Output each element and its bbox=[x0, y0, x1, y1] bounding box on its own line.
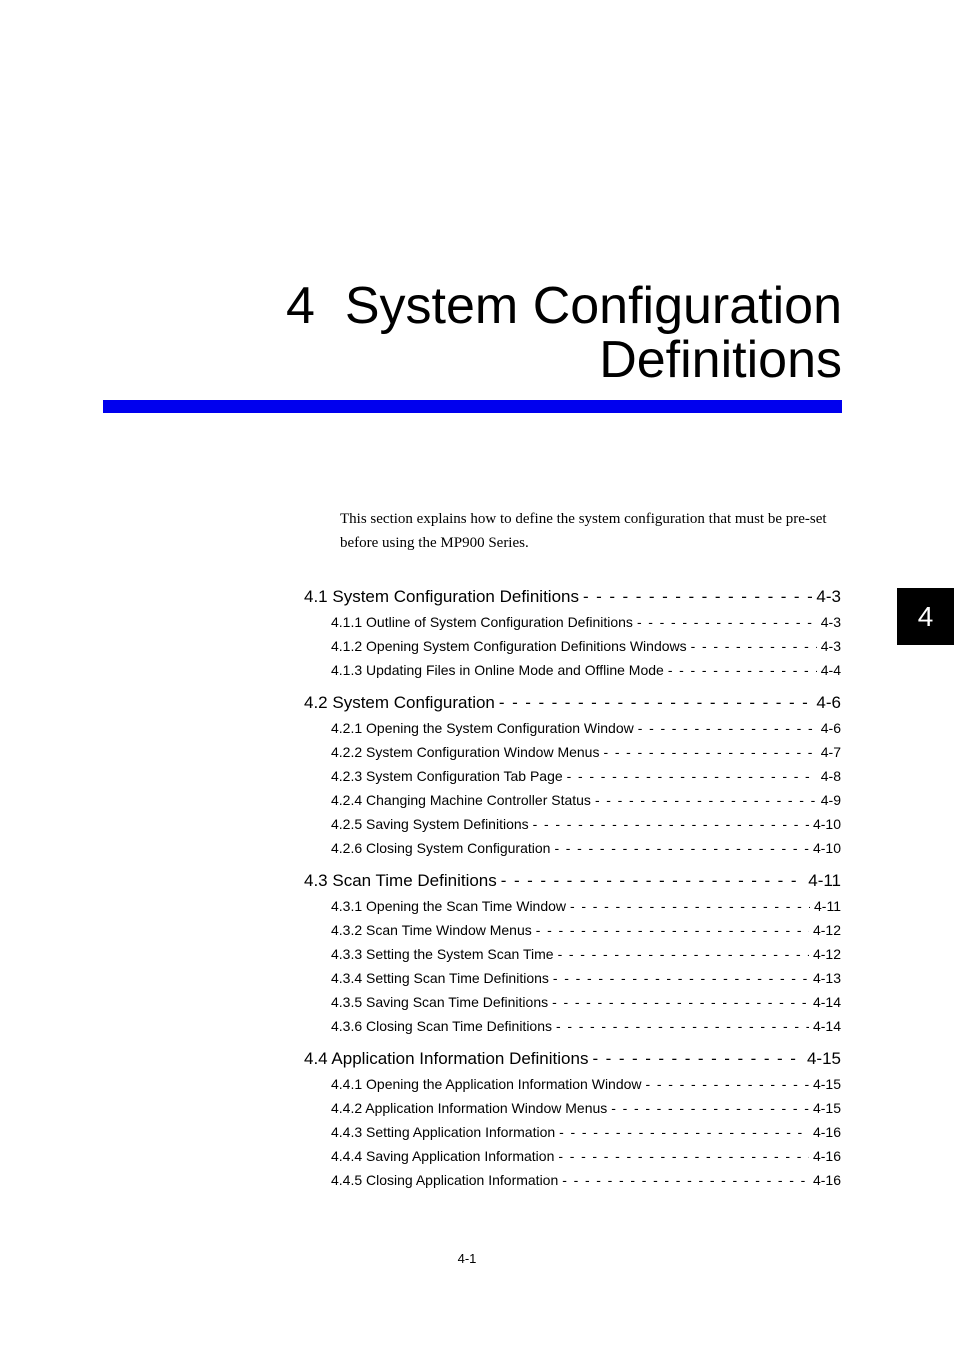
toc-dot-leader bbox=[668, 658, 817, 682]
toc-entry-page: 4-11 bbox=[814, 898, 841, 914]
toc-section bbox=[304, 868, 841, 1038]
toc-entry-page: 4-10 bbox=[812, 840, 841, 856]
toc-entry-page: 4-3 bbox=[816, 587, 841, 606]
toc-subsection-item[interactable] bbox=[331, 1096, 841, 1120]
toc-entry-page: 4-7 bbox=[820, 744, 841, 760]
toc-dot-leader bbox=[562, 1168, 809, 1192]
toc-subsection-item[interactable] bbox=[331, 1014, 841, 1038]
chapter-title-line2: Definitions bbox=[599, 331, 842, 389]
toc-subsection-item[interactable] bbox=[331, 918, 841, 942]
toc-entry-title: 4.2.6 Closing System Configuration bbox=[331, 840, 551, 856]
toc-dot-leader bbox=[536, 918, 809, 942]
toc-subsection-item[interactable] bbox=[331, 658, 841, 682]
toc-entry-page: 4-15 bbox=[812, 1100, 841, 1116]
chapter-title-line1 bbox=[286, 279, 842, 333]
toc-subsection-item[interactable] bbox=[331, 990, 841, 1014]
toc-entry-page: 4-14 bbox=[812, 1018, 841, 1034]
toc-subsection-item[interactable] bbox=[331, 740, 841, 764]
toc-dot-leader bbox=[559, 1120, 809, 1144]
toc-entry-page: 4-11 bbox=[808, 871, 841, 890]
toc-entry-page: 4-16 bbox=[812, 1172, 841, 1188]
chapter-title-text: System Configuration bbox=[344, 277, 842, 335]
toc-entry-title: 4.1.1 Outline of System Configuration Definitions bbox=[331, 614, 633, 630]
toc-entry-page: 4-10 bbox=[812, 816, 841, 832]
toc-entry-title: 4.3 Scan Time Definitions bbox=[304, 871, 497, 890]
toc-dot-leader bbox=[592, 1046, 803, 1072]
toc-entry-title: 4.4.2 Application Information Window Menus bbox=[331, 1100, 608, 1116]
toc-entry-title: 4.2.3 System Configuration Tab Page bbox=[331, 768, 563, 784]
toc-dot-leader bbox=[595, 788, 817, 812]
toc-dot-leader bbox=[583, 584, 812, 610]
toc-dot-leader bbox=[638, 716, 817, 740]
toc-entry-page: 4-16 bbox=[812, 1124, 841, 1140]
toc-entry-page: 4-6 bbox=[820, 720, 841, 736]
toc-dot-leader bbox=[533, 812, 809, 836]
toc-section-heading[interactable] bbox=[304, 1046, 841, 1072]
toc-section bbox=[304, 690, 841, 860]
toc-subsection-item[interactable] bbox=[331, 966, 841, 990]
toc-dot-leader bbox=[637, 610, 817, 634]
toc-entry-title: 4.3.1 Opening the Scan Time Window bbox=[331, 898, 567, 914]
toc-entry-page: 4-15 bbox=[806, 1049, 841, 1068]
intro-paragraph: This section explains how to define the system configuration that must be pre-set before using the MP900 Series. bbox=[340, 511, 827, 551]
chapter-side-tab: 4 bbox=[897, 588, 954, 645]
toc-dot-leader bbox=[554, 836, 809, 860]
toc-dot-leader bbox=[556, 1014, 809, 1038]
toc-dot-leader bbox=[499, 690, 813, 716]
toc-entry-title: 4.2.5 Saving System Definitions bbox=[331, 816, 529, 832]
toc-entry-title: 4.2.1 Opening the System Configuration Window bbox=[331, 720, 634, 736]
toc-dot-leader bbox=[567, 764, 817, 788]
title-underline-bar bbox=[103, 400, 842, 413]
toc-subsection-item[interactable] bbox=[331, 716, 841, 740]
toc-entry-title: 4.2.4 Changing Machine Controller Status bbox=[331, 792, 591, 808]
chapter-title bbox=[286, 279, 842, 387]
toc-section bbox=[304, 584, 841, 682]
toc-dot-leader bbox=[558, 942, 809, 966]
toc-dot-leader bbox=[646, 1072, 809, 1096]
toc-subsection-item[interactable] bbox=[331, 942, 841, 966]
toc-entry-page: 4-8 bbox=[820, 768, 841, 784]
toc-entry-title: 4.1 System Configuration Definitions bbox=[304, 587, 579, 606]
toc-subsection-item[interactable] bbox=[331, 1144, 841, 1168]
toc-entry-title: 4.1.2 Opening System Configuration Definitions Windows bbox=[331, 638, 687, 654]
table-of-contents bbox=[304, 584, 841, 1200]
toc-entry-title: 4.3.2 Scan Time Window Menus bbox=[331, 922, 532, 938]
toc-entry-page: 4-15 bbox=[812, 1076, 841, 1092]
toc-entry-title: 4.4 Application Information Definitions bbox=[304, 1049, 589, 1068]
toc-entry-title: 4.3.4 Setting Scan Time Definitions bbox=[331, 970, 549, 986]
toc-section-heading[interactable] bbox=[304, 584, 841, 610]
toc-subsection-item[interactable] bbox=[331, 812, 841, 836]
toc-dot-leader bbox=[570, 894, 810, 918]
toc-entry-page: 4-13 bbox=[812, 970, 841, 986]
toc-entry-title: 4.2.2 System Configuration Window Menus bbox=[331, 744, 600, 760]
toc-entry-page: 4-3 bbox=[820, 614, 841, 630]
toc-entry-title: 4.4.1 Opening the Application Information Window bbox=[331, 1076, 642, 1092]
toc-entry-title: 4.4.3 Setting Application Information bbox=[331, 1124, 556, 1140]
toc-subsection-item[interactable] bbox=[331, 1168, 841, 1192]
toc-entry-page: 4-6 bbox=[816, 693, 841, 712]
toc-dot-leader bbox=[501, 868, 804, 894]
toc-subsection-item[interactable] bbox=[331, 634, 841, 658]
toc-dot-leader bbox=[558, 1144, 809, 1168]
toc-entry-page: 4-3 bbox=[820, 638, 841, 654]
toc-entry-title: 4.4.4 Saving Application Information bbox=[331, 1148, 555, 1164]
toc-subsection-item[interactable] bbox=[331, 788, 841, 812]
toc-subsection-item[interactable] bbox=[331, 1120, 841, 1144]
toc-entry-page: 4-12 bbox=[812, 922, 841, 938]
toc-entry-page: 4-4 bbox=[820, 662, 841, 678]
toc-entry-title: 4.3.6 Closing Scan Time Definitions bbox=[331, 1018, 552, 1034]
toc-subsection-item[interactable] bbox=[331, 610, 841, 634]
toc-entry-page: 4-12 bbox=[812, 946, 841, 962]
toc-dot-leader bbox=[553, 966, 809, 990]
page-number: 4-1 bbox=[457, 1251, 477, 1266]
toc-subsection-item[interactable] bbox=[331, 894, 841, 918]
toc-entry-page: 4-16 bbox=[812, 1148, 841, 1164]
toc-entry-title: 4.1.3 Updating Files in Online Mode and Offline Mode bbox=[331, 662, 664, 678]
toc-entry-title: 4.4.5 Closing Application Information bbox=[331, 1172, 559, 1188]
toc-dot-leader bbox=[691, 634, 817, 658]
toc-dot-leader bbox=[611, 1096, 809, 1120]
toc-entry-page: 4-14 bbox=[812, 994, 841, 1010]
toc-dot-leader bbox=[552, 990, 809, 1014]
toc-section-heading[interactable] bbox=[304, 868, 841, 894]
toc-section-heading[interactable] bbox=[304, 690, 841, 716]
toc-dot-leader bbox=[603, 740, 816, 764]
toc-entry-page: 4-9 bbox=[820, 792, 841, 808]
toc-entry-title: 4.3.5 Saving Scan Time Definitions bbox=[331, 994, 549, 1010]
toc-subsection-item[interactable] bbox=[331, 836, 841, 860]
toc-section bbox=[304, 1046, 841, 1192]
toc-subsection-item[interactable] bbox=[331, 764, 841, 788]
toc-entry-title: 4.3.3 Setting the System Scan Time bbox=[331, 946, 554, 962]
toc-subsection-item[interactable] bbox=[331, 1072, 841, 1096]
toc-entry-title: 4.2 System Configuration bbox=[304, 693, 495, 712]
chapter-number: 4 bbox=[285, 277, 315, 335]
